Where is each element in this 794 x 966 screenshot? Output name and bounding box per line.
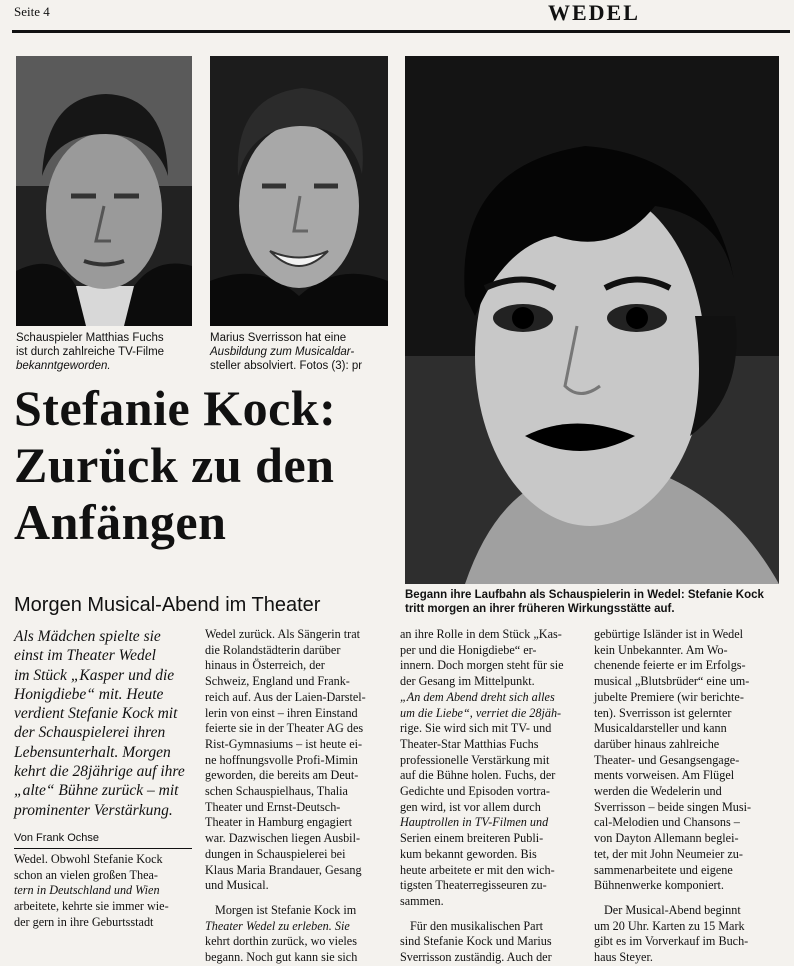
- header-rule: [12, 30, 790, 33]
- subheadline: Morgen Musical-Abend im Theater: [14, 594, 321, 616]
- caption-kock: Begann ihre Laufbahn als Schauspielerin in Wedel: Stefanie Kock tritt morgen an ihrer früheren Wirkungsstätte auf.: [405, 589, 764, 615]
- headline: Stefanie Kock: Zurück zu den Anfängen: [14, 380, 337, 550]
- article-column-2: Wedel zurück. Als Sängerin trat die Rolandstädterin darüber hinaus in Österreich, der Schweiz, England und Frank- reich auf. Aus der Laien-Darstel- lerin von einst – ihren Einstand feierte sie in der Theater AG des Rist-Gymnasiums – ist heute ei- ne hoffnungsvolle Profi-Mimin geworden, die bereits am Deut- schen Schauspielhaus, Thalia Theater und Ernst-Deutsch- Theater in Hamburg engagiert war. Dazwischen liegen Ausbil- dungen in Schauspielerei bei Klaus Maria Brandauer, Gesang und Musical. Morgen ist Stefanie Kock im Theater Wedel zu erleben. Sie kehrt dorthin zurück, wo vieles begann. Noch gut kann sie sich: [205, 627, 366, 965]
- lead-paragraph: Als Mädchen spielte sie einst im Theater Wedel im Stück „Kasper und die Honigdiebe“ mit. Heute verdient Stefanie Kock mit der Schauspielerei ihren Lebensunterhalt. Morgen kehrt die 28jährige auf ihre „alte“ Bühne zurück – mit prominenter Verstärkung.: [14, 628, 185, 819]
- caption-sverrisson: Marius Sverrisson hat eine Ausbildung zum Musicaldar- steller absolviert. Fotos (3): pr: [210, 332, 363, 372]
- article-column-1: Wedel. Obwohl Stefanie Kock schon an vielen großen Thea- tern in Deutschland und Wien arbeitete, kehrte sie immer wie- der gern in ihre Geburtsstadt: [14, 852, 169, 929]
- article-column-4: gebürtige Isländer ist in Wedel kein Unbekannter. Am Wo- chenende feierte er im Erfolgs- musical „Blutsbrüder“ eine um- jubelte Premiere (wir berichte- ten). Sverrisson ist gelernter Musicaldarsteller und kann darüber hinaus zahlreiche Theater- und Gesangsengage- ments vorweisen. Am Flügel werden die Wedelerin und Sverrisson – beide singen Musi- cal-Melodien und Chansons – von Dayton Allemann beglei- tet, der mit John Neumeier zu- sammenarbeitete und eigene Bühnenwerke komponiert. Der Musical-Abend beginnt um 20 Uhr. Karten zu 15 Mark gibt es im Vorverkauf im Buch- haus Steyer.: [594, 627, 752, 965]
- caption-fuchs: Schauspieler Matthias Fuchs ist durch zahlreiche TV-Filme bekanntgeworden.: [16, 332, 165, 372]
- section-title: WEDEL: [548, 0, 640, 25]
- byline-rule: [14, 848, 192, 849]
- page-number: Seite 4: [14, 4, 50, 19]
- photo-marius-sverrisson: [210, 56, 388, 326]
- photo-stefanie-kock: [405, 56, 779, 584]
- byline: Von Frank Ochse: [14, 832, 99, 844]
- photo-matthias-fuchs: [16, 56, 192, 326]
- article-column-3: an ihre Rolle in dem Stück „Kas- per und die Honigdiebe“ er- innern. Doch morgen steht für sie der Gesang im Mittelpunkt. „An dem Abend dreht sich alles um die Liebe“, verriet die 28jäh- rige. Sie wird sich mit TV- und Theater-Star Matthias Fuchs professionelle Verstärkung mit auf die Bühne holen. Fuchs, der Gedichte und Episoden vortra- gen wird, ist vor allem durch Hauptrollen in TV-Filmen und Serien einem breiteren Publi- kum bekannt geworden. Bis heute arbeitete er mit den wich- tigsten Theaterregisseuren zu- sammen. Für den musikalischen Part sind Stefanie Kock und Marius Sverrisson zuständig. Auch der: [400, 627, 564, 965]
